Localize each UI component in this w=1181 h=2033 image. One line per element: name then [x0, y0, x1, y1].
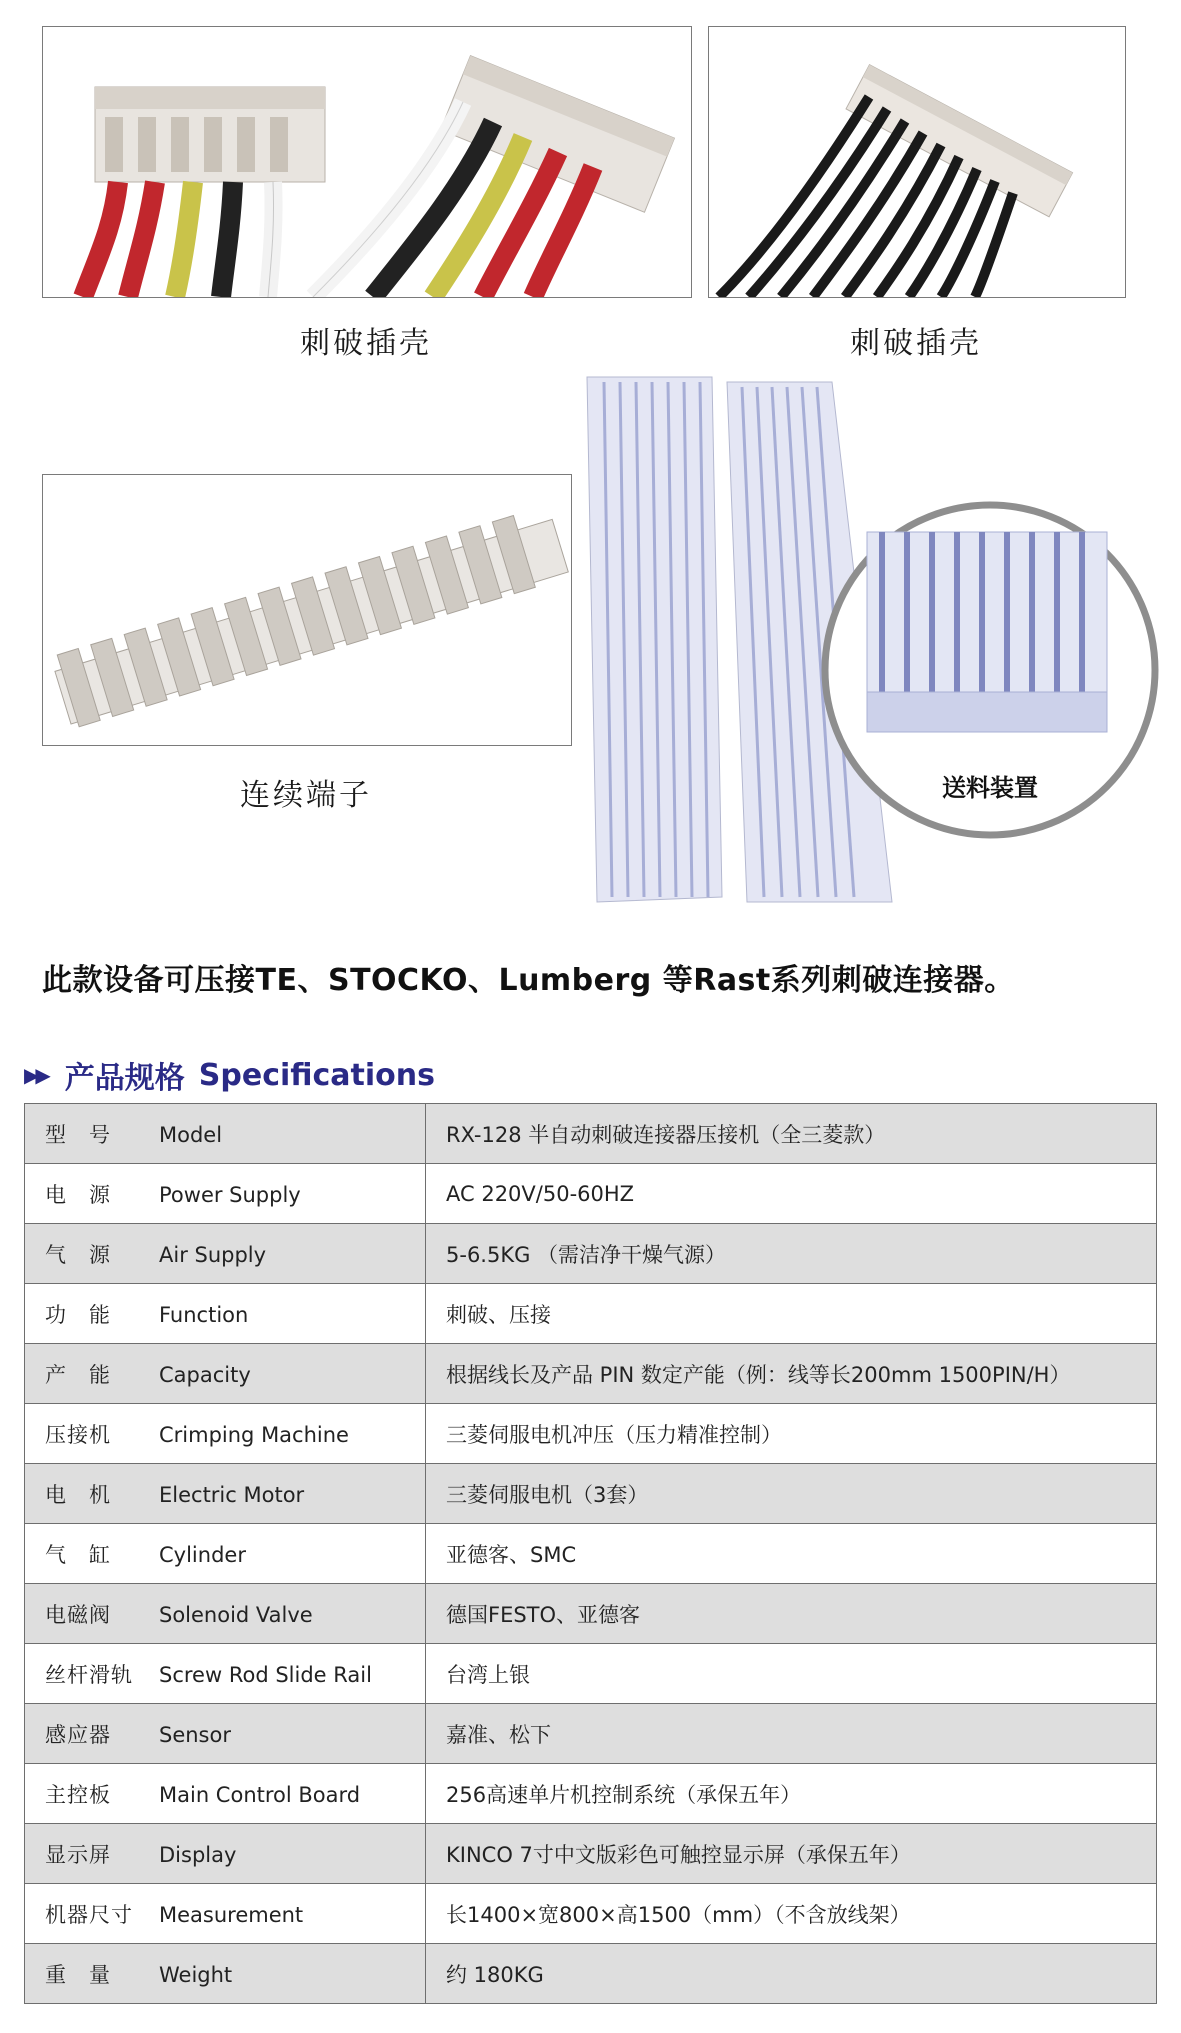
- spec-label-cell: [25, 1764, 426, 1824]
- spec-label-en: Measurement: [159, 1902, 304, 1927]
- spec-label-cell: [25, 1824, 426, 1884]
- caption-idc-housing-1: 刺破插壳: [300, 326, 432, 361]
- spec-label-cell: [25, 1944, 426, 2004]
- caption-continuous-terminals: 连续端子: [240, 778, 372, 813]
- spec-label-cell: [25, 1584, 426, 1644]
- spec-row: [25, 1584, 1157, 1644]
- spec-label-en: Cylinder: [159, 1542, 246, 1567]
- spec-row: [25, 1284, 1157, 1344]
- spec-label-cell: [25, 1224, 426, 1284]
- spec-row: [25, 1224, 1157, 1284]
- spec-row: [25, 1884, 1157, 1944]
- spec-label-en: Function: [159, 1302, 249, 1327]
- spec-label-en: Power Supply: [159, 1182, 301, 1207]
- spec-label-cn: 气 源: [45, 1242, 111, 1267]
- caption-idc-housing-2: 刺破插壳: [850, 326, 982, 361]
- spec-value-cell: 256高速单片机控制系统（承保五年）: [426, 1764, 1157, 1824]
- spec-value-cell: 刺破、压接: [426, 1284, 1157, 1344]
- spec-label-en: Solenoid Valve: [159, 1602, 313, 1627]
- spec-label-en: Main Control Board: [159, 1782, 361, 1807]
- caption-feeding-device: 送料装置: [942, 774, 1038, 802]
- spec-label-en: Capacity: [159, 1362, 251, 1387]
- spec-value-cell: 亚德客、SMC: [426, 1524, 1157, 1584]
- spec-label-cell: [25, 1344, 426, 1404]
- spec-label-cell: [25, 1464, 426, 1524]
- spec-label-cell: [25, 1704, 426, 1764]
- spec-label-cn: 功 能: [45, 1302, 111, 1327]
- spec-table: [24, 1103, 1157, 2004]
- spec-label-en: Weight: [159, 1962, 233, 1987]
- photo-idc-housing-black-wires: [708, 26, 1126, 298]
- intro-text: 此款设备可压接TE、STOCKO、Lumberg 等Rast系列刺破连接器。: [42, 963, 1015, 998]
- spec-label-en: Screw Rod Slide Rail: [159, 1662, 372, 1687]
- spec-row: [25, 1464, 1157, 1524]
- spec-row: [25, 1644, 1157, 1704]
- spec-row: [25, 1524, 1157, 1584]
- spec-label-cell: [25, 1404, 426, 1464]
- photo-feeding-device: [582, 372, 1162, 907]
- photo-continuous-terminals: [42, 474, 572, 746]
- spec-label-cell: [25, 1884, 426, 1944]
- spec-label-en: Electric Motor: [159, 1482, 305, 1507]
- idc-housing-black-wires-illustration: [709, 27, 1125, 297]
- spec-row: [25, 1944, 1157, 2004]
- spec-heading-cn: 产品规格: [64, 1061, 185, 1096]
- spec-label-en: Model: [159, 1122, 223, 1147]
- spec-heading: [24, 1053, 435, 1097]
- idc-housing-colored-wires-illustration: [43, 27, 691, 297]
- spec-label-en: Display: [159, 1842, 237, 1867]
- spec-value-cell: 台湾上银: [426, 1644, 1157, 1704]
- spec-value-cell: 根据线长及产品 PIN 数定产能（例：线等长200mm 1500PIN/H）: [426, 1344, 1157, 1404]
- spec-label-cell: [25, 1644, 426, 1704]
- spec-value-cell: KINCO 7寸中文版彩色可触控显示屏（承保五年）: [426, 1824, 1157, 1884]
- spec-label-cn: 电 源: [45, 1182, 111, 1207]
- spec-label-en: Sensor: [159, 1722, 231, 1747]
- spec-row: [25, 1824, 1157, 1884]
- spec-value-cell: 嘉准、松下: [426, 1704, 1157, 1764]
- spec-row: [25, 1404, 1157, 1464]
- spec-value-cell: 约 180KG: [426, 1944, 1157, 2004]
- spec-label-cn: 丝杆滑轨: [45, 1662, 133, 1687]
- spec-value-cell: 三菱伺服电机冲压（压力精准控制）: [426, 1404, 1157, 1464]
- spec-label-cell: [25, 1524, 426, 1584]
- spec-label-en: Crimping Machine: [159, 1422, 349, 1447]
- spec-label-cell: [25, 1164, 426, 1224]
- spec-value-cell: 5-6.5KG （需洁净干燥气源）: [426, 1224, 1157, 1284]
- spec-label-cn: 气 缸: [45, 1542, 111, 1567]
- spec-row: [25, 1344, 1157, 1404]
- spec-row: [25, 1764, 1157, 1824]
- feeding-device-illustration: [582, 372, 1162, 907]
- spec-label-cn: 机器尺寸: [45, 1902, 133, 1927]
- spec-label-cn: 显示屏: [45, 1842, 111, 1867]
- spec-value-cell: 德国FESTO、亚德客: [426, 1584, 1157, 1644]
- double-arrow-icon: ▶▶: [24, 1063, 47, 1087]
- spec-label-cn: 压接机: [45, 1422, 111, 1447]
- spec-value-cell: 三菱伺服电机（3套）: [426, 1464, 1157, 1524]
- spec-label-cn: 产 能: [45, 1362, 111, 1387]
- spec-label-cn: 电 机: [45, 1482, 111, 1507]
- photo-idc-housing-colored-wires: [42, 26, 692, 298]
- spec-label-cn: 电磁阀: [45, 1602, 111, 1627]
- spec-value-cell: AC 220V/50-60HZ: [426, 1164, 1157, 1224]
- spec-row: [25, 1104, 1157, 1164]
- spec-label-cn: 重 量: [45, 1962, 111, 1987]
- spec-label-cell: [25, 1284, 426, 1344]
- spec-label-cn: 主控板: [45, 1782, 111, 1807]
- spec-label-cell: [25, 1104, 426, 1164]
- spec-label-en: Air Supply: [159, 1242, 267, 1267]
- spec-label-cn: 型 号: [45, 1122, 111, 1147]
- spec-value-cell: RX-128 半自动刺破连接器压接机（全三菱款）: [426, 1104, 1157, 1164]
- spec-row: [25, 1164, 1157, 1224]
- spec-value-cell: 长1400×宽800×高1500（mm）（不含放线架）: [426, 1884, 1157, 1944]
- spec-label-cn: 感应器: [45, 1722, 111, 1747]
- continuous-terminals-illustration: [43, 475, 571, 745]
- spec-heading-en: Specifications: [198, 1057, 435, 1093]
- spec-row: [25, 1704, 1157, 1764]
